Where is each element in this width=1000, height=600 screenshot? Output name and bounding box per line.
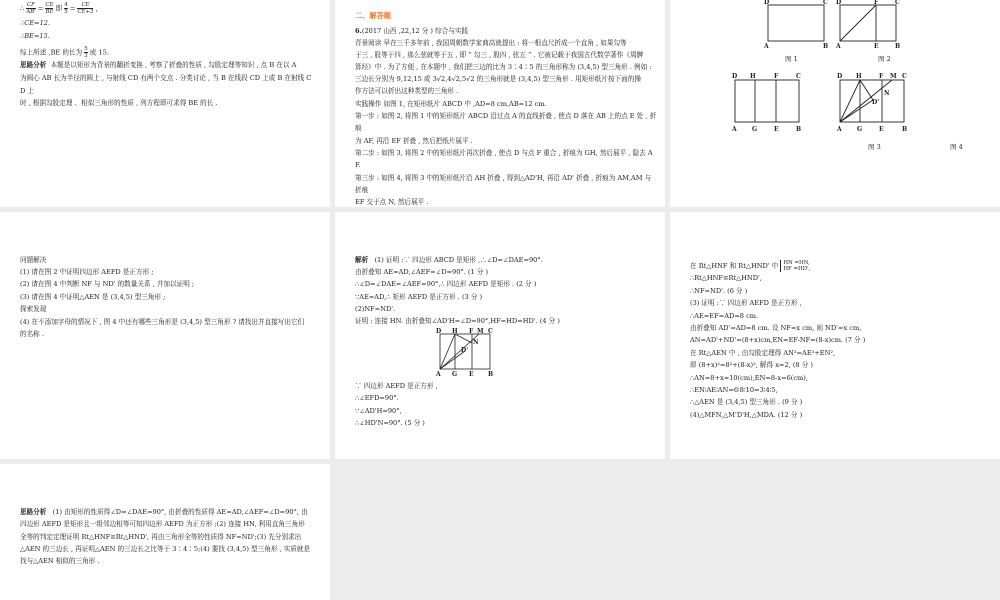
- text-line: 算经》中 . 为了方便 , 在本题中 , 我们把三边的比为 3∶4∶5 的三角形称为 (3,4,5) 型三角形 . 例如 :: [355, 63, 652, 71]
- text-line: 由折叠知 AD'=AD=8 cm. 设 NF=x cm, 则 ND'=x cm,: [690, 324, 862, 332]
- text-line: 折痕: [355, 186, 369, 194]
- text-line: ∵∠AD'H=90°,: [355, 407, 402, 415]
- svg-text:E: E: [469, 371, 474, 378]
- label-A: A: [837, 126, 842, 133]
- figures-svg: [670, 0, 1000, 207]
- label-F: F: [774, 73, 779, 80]
- analysis-paragraph: 思路分析 本题是以矩形为背景的翻折变换 , 考察了折叠的性质 , 勾股定理等知识 , 点 B 在以 A: [20, 61, 297, 69]
- label-C: C: [895, 0, 900, 6]
- svg-text:G: G: [452, 371, 458, 378]
- label-A: A: [732, 126, 737, 133]
- label-F: F: [874, 0, 879, 6]
- text-line: 第二步 : 如图 3, 将图 2 中的矩形纸片再次折叠 , 使点 D 与点 F 重合 , 折痕为 GH, 然后展平 , 隐去 A: [355, 149, 653, 157]
- text-line: (3) 证明 :∵ 四边形 AEFD 是正方形 ,: [690, 299, 802, 307]
- text-line: ∴EN∶AE∶AN=6∶8∶10=3∶4∶5,: [690, 386, 778, 394]
- solution-first-line: 解析 (1) 证明 :∵ 四边形 ABCD 是矩形 ,∴∠D=∠DAE=90°.: [355, 256, 543, 264]
- text-line: 作方法可以折出这种类型的三角形 .: [355, 87, 459, 95]
- solution-label: 解析: [355, 256, 369, 264]
- label-D: D: [837, 73, 843, 80]
- text-line: △AEN 的三边长 , 再证明△AEN 的三边长之比等于 3∶4∶5;(4) 要找 (3,4,5) 型三角形 , 实质就是: [20, 545, 311, 553]
- congruence-condition: 在 Rt△HNF 和 Rt△HND' 中 HN =HN, HF =HD',: [690, 260, 811, 272]
- text-line: (3) 请在图 4 中证明△AEN 是 (3,4,5) 型三角形 ;: [20, 293, 166, 301]
- figure-2-caption: 图 2: [878, 55, 891, 63]
- label-C: C: [796, 73, 801, 80]
- text-line: ∴∠EFD=90°.: [355, 394, 399, 402]
- figure-1-rectangle: [768, 5, 824, 41]
- text-line: ∴NF=ND'. (6 分 ): [690, 287, 748, 295]
- text-line: 三边长分别为 9,12,15 或 3√2,4√2,5√2 的三角形就是 (3,4,5) 型三角形 . 用矩形纸片按下面的操: [355, 75, 641, 83]
- label-H: H: [750, 73, 756, 80]
- svg-text:C: C: [488, 328, 493, 335]
- text-line: 时 , 根据勾股定理 、相似三角形的性质 , 列方程即可求得 BE 的长 .: [20, 99, 218, 107]
- text-line: 痕: [355, 124, 362, 132]
- fraction: $\frac{CE}{BE}$: [45, 2, 54, 15]
- svg-text:H: H: [452, 328, 458, 335]
- analysis-label: 思路分析: [20, 508, 47, 516]
- text-line: ∴∠HD'N=90°. (5 分 ): [355, 419, 425, 427]
- text-line: ∴CE=12.: [20, 19, 51, 27]
- page-panel-2: [335, 0, 665, 207]
- text-line: ∴BE=15.: [20, 32, 50, 40]
- figure-4-caption: 图 4: [950, 143, 963, 151]
- label-D: D: [732, 73, 738, 80]
- text-line: 实践操作 如图 1, 在矩形纸片 ABCD 中 ,AD=8 cm,AB=12 cm.: [355, 100, 547, 108]
- label-B: B: [895, 43, 901, 50]
- label-E: E: [774, 126, 779, 133]
- text-line: ∵ 四边形 AEFD 是正方形 ,: [355, 382, 438, 390]
- text-line: 找与△AEN 相似的三角形 .: [20, 557, 100, 565]
- text-line: (4)△MFN,△M'D'H,△MDA. (12 分 ): [690, 411, 803, 419]
- solution-figure: [435, 328, 505, 378]
- text-line: D 上: [20, 87, 34, 95]
- text-line: 于三 , 股等于四 , 那么弦就等于五 , 即 “ 勾三 , 股四 , 弦五 ” . 它被记载于我国古代数学著作《周髀: [355, 51, 644, 59]
- svg-text:D: D: [436, 328, 442, 335]
- analysis-label: 思路分析: [20, 61, 47, 69]
- page-panel-6: [670, 212, 1000, 459]
- text-line: 证明 : 连接 HN. 由折叠知∠AD'H=∠D=90°,HF=HD=HD'. (4 分 ): [355, 317, 560, 325]
- label-H: H: [856, 73, 862, 80]
- label-D-prime: D': [872, 99, 880, 106]
- label-B: B: [902, 126, 908, 133]
- figure-3-rectangle: [735, 80, 799, 122]
- figure-2-rectangle: [840, 5, 896, 41]
- label-C: C: [823, 0, 828, 6]
- text-line: 四边形 AEFD 是矩形且一组邻边相等可知四边形 AEFD 为正方形 ;(2) 连接 HN, 利用直角三角形: [20, 520, 305, 528]
- figure-3-caption: 图 3: [868, 143, 881, 151]
- label-G: G: [752, 126, 758, 133]
- text-line: ∵AE=AD,∴ 矩形 AEFD 是正方形 . (3 分 ): [355, 293, 483, 301]
- label-D: D: [836, 0, 842, 6]
- text-line: ∴AN=8+x=10(cm),EN=8-x=6(cm),: [690, 374, 808, 382]
- text-line: 第三步 : 如图 4, 将图 3 中的矩形纸片沿 AH 折叠 , 得到△AD'H, 再沿 AD' 折叠 , 折痕为 AM,AM 与: [355, 174, 652, 182]
- text-line: 为圆心 AB 长为半径的圆上 , 与射线 CD 有两个交点 . 分类讨论 , 当 B 在线段 CD 上或 B 在射线 C: [20, 74, 312, 82]
- label-B: B: [796, 126, 802, 133]
- label-G: G: [857, 126, 863, 133]
- text-line: 为 AF, 再沿 EF 折叠 , 然后把纸片展平 .: [355, 137, 473, 145]
- text-line: 在 Rt△AEN 中 , 由勾股定理得 AN²=AE²+EN²,: [690, 349, 836, 357]
- svg-text:M: M: [477, 328, 484, 335]
- text-line: F.: [355, 161, 361, 169]
- text-line: ∴Rt△HNF≌Rt△HND',: [690, 274, 762, 282]
- page-panel-4: [0, 212, 330, 459]
- question-header: 6.(2017 山西 ,22,12 分 ) 综合与实践: [355, 27, 469, 35]
- text-line: 即 (8+x)²=8²+(8-x)², 解得 x=2, (8 分 ): [690, 361, 813, 369]
- text-line: EF 交于点 N, 然后展平 .: [355, 198, 429, 206]
- text-line: 由折叠知 AE=AD,∠AEF=∠D=90°. (1 分 ): [355, 268, 489, 276]
- label-B: B: [823, 43, 829, 50]
- text-line: AN=AD'+ND'=(8+x)cm,EN=EF-NF=(8-x)cm. (7 分 ): [690, 336, 866, 344]
- svg-text:D': D': [461, 347, 469, 354]
- label-A: A: [764, 43, 769, 50]
- page-panel-7: [0, 464, 330, 600]
- text-line: 背景阅读 早在三千多年前 , 我国周朝数学家商高就提出 : 将一根直尺折成一个直角 , 如果勾等: [355, 39, 627, 47]
- text-line: 的名称 .: [20, 330, 44, 338]
- figure-1-caption: 图 1: [785, 55, 798, 63]
- section-title: 二、解答题: [355, 11, 391, 20]
- label-E: E: [874, 43, 879, 50]
- label-D: D: [764, 0, 770, 6]
- page-panel-1: [0, 0, 330, 207]
- label-A: A: [836, 43, 841, 50]
- fraction: $\frac{5}{3}$: [84, 46, 88, 59]
- brace-conditions: HN =HN, HF =HD',: [780, 260, 810, 272]
- therefore-symbol: ∴: [20, 4, 25, 13]
- text-line: 全等的判定定理证明 Rt△HNF≌Rt△HND', 再由三角形全等的性质得 NF=ND';(3) 先分别求出: [20, 533, 302, 541]
- text-line: ∴△AEN 是 (3,4,5) 型三角形 . (9 分 ): [690, 398, 803, 406]
- fraction: $\frac{4}{5}$: [64, 2, 68, 15]
- text-line: (4) 在不添加字母的情况下 , 图 4 中还有哪些三角形是 (3,4,5) 型三角形 ? 请找出并直接写出它们: [20, 318, 305, 326]
- label-C: C: [902, 73, 907, 80]
- page-panel-5: [335, 212, 665, 459]
- text-line: (1) 请在图 2 中证明四边形 AEFD 是正方形 ;: [20, 268, 154, 276]
- text-line: 问题解决: [20, 256, 47, 264]
- label-E: E: [879, 126, 884, 133]
- text-line: (2)NF=ND'.: [355, 305, 396, 313]
- label-M: M: [890, 73, 897, 80]
- analysis-paragraph: 思路分析 (1) 由矩形的性质得∠D=∠DAE=90°, 由折叠的性质得 AE=AD,∠AEF=∠D=90°, 由: [20, 508, 308, 516]
- page-panel-3: [670, 0, 1000, 207]
- label-N: N: [884, 90, 890, 97]
- text-line: 探索发现: [20, 305, 47, 313]
- svg-text:F: F: [469, 328, 474, 335]
- text-line: ∴∠D=∠DAE=∠AEF=90°,∴ 四边形 AEFD 是矩形 . (2 分 ): [355, 280, 537, 288]
- text-line: (2) 请在图 4 中判断 NF 与 ND' 的数量关系 , 并加以证明 ;: [20, 280, 195, 288]
- text-line: ∴AE=EF=AD=8 cm.: [690, 312, 759, 320]
- svg-text:A: A: [436, 371, 441, 378]
- svg-text:B: B: [488, 371, 494, 378]
- conclusion-line: 综上所述 ,BE 的长为 $\frac{5}{3}$ 或 15.: [20, 46, 109, 59]
- text-line: 第一步 : 如图 2, 将图 1 中的矩形纸片 ABCD 沿过点 A 的直线折叠 , 使点 D 落在 AB 上的点 E 处 , 折: [355, 112, 657, 120]
- svg-text:N: N: [473, 339, 479, 346]
- fraction: $\frac{CF}{AB'}$: [26, 2, 36, 15]
- fraction: $\frac{CE}{CE+3}$: [77, 2, 94, 15]
- label-F: F: [879, 73, 884, 80]
- ratio-equation: ∴ $\frac{CF}{AB'}$ = $\frac{CE}{BE}$ 即 $\frac{4}{5}$ = $\frac{CE}{CE+3}$ ,: [20, 2, 98, 15]
